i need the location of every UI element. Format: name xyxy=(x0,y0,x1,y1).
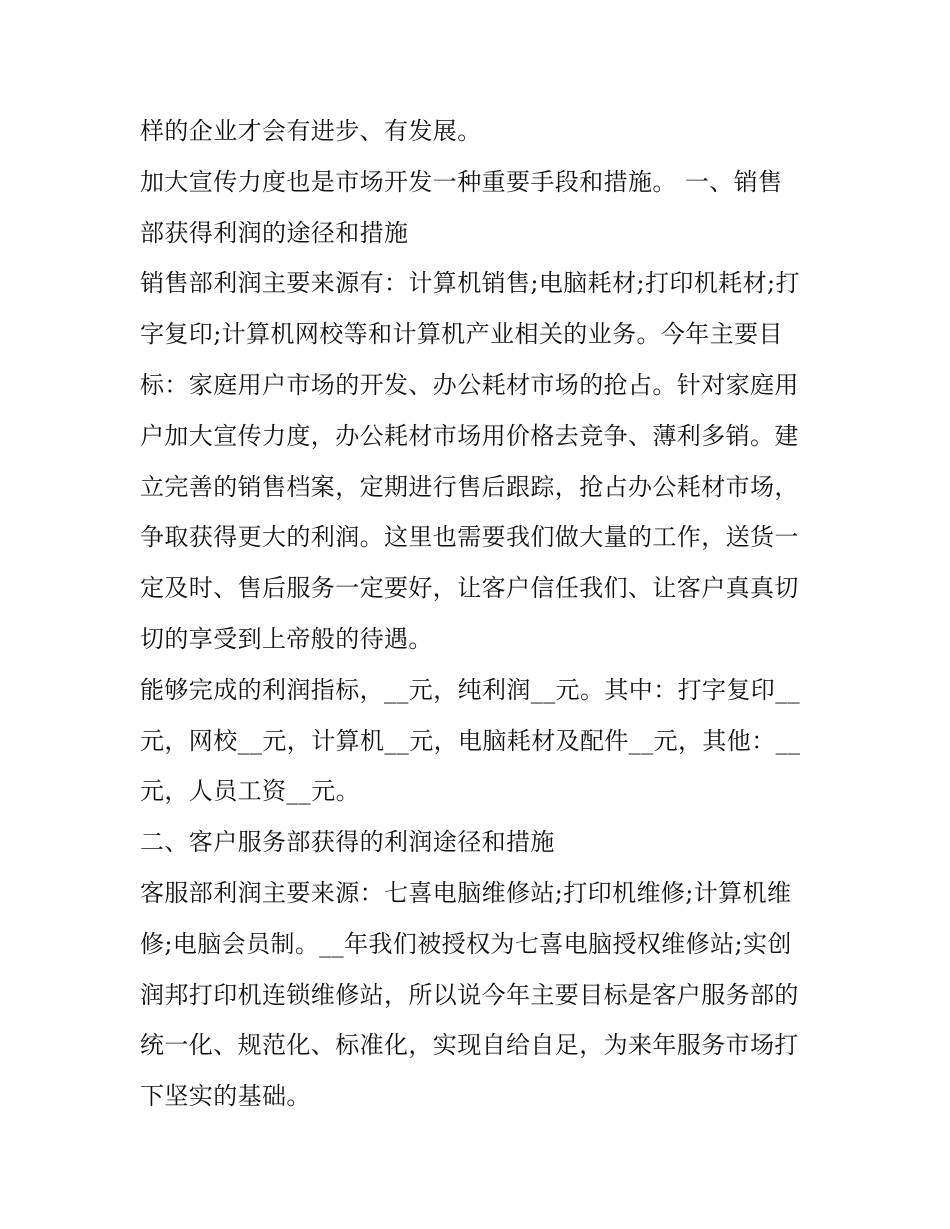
text-line: 润邦打印机连锁维修站，所以说今年主要目标是客户服务部的 xyxy=(140,980,799,1009)
text-line: 统一化、规范化、标准化，实现自给自足，为来年服务市场打 xyxy=(140,1031,799,1060)
text-line: 切的享受到上帝般的待遇。 xyxy=(140,624,433,653)
text-line: 加大宣传力度也是市场开发一种重要手段和措施。 一、销售 xyxy=(140,167,783,196)
text-line: 下坚实的基础。 xyxy=(140,1082,311,1111)
section-heading: 二、客户服务部获得的利润途径和措施 xyxy=(140,828,555,857)
text-line: 争取获得更大的利润。这里也需要我们做大量的工作，送货一 xyxy=(140,523,799,552)
text-line: 样的企业才会有进步、有发展。 xyxy=(140,117,482,145)
text-line: 定及时、售后服务一定要好，让客户信任我们、让客户真真切 xyxy=(140,574,799,603)
text-line: 修;电脑会员制。__年我们被授权为七喜电脑授权维修站;实创 xyxy=(140,929,792,958)
text-line: 元，人员工资__元。 xyxy=(140,777,360,806)
text-line: 立完善的销售档案，定期进行售后跟踪，抢占办公耗材市场， xyxy=(140,472,799,501)
text-line: 部获得利润的途径和措施 xyxy=(140,218,409,247)
text-line: 销售部利润主要来源有：计算机销售;电脑耗材;打印机耗材;打 xyxy=(140,269,800,298)
text-line: 字复印;计算机网校等和计算机产业相关的业务。今年主要目 xyxy=(140,320,783,349)
text-line: 客服部利润主要来源：七喜电脑维修站;打印机维修;计算机维 xyxy=(140,878,792,907)
text-line: 能够完成的利润指标，__元，纯利润__元。其中：打字复印__ xyxy=(140,675,800,704)
text-line: 户加大宣传力度，办公耗材市场用价格去竞争、薄利多销。建 xyxy=(140,421,799,450)
text-line: 标：家庭用户市场的开发、办公耗材市场的抢占。针对家庭用 xyxy=(140,370,799,399)
document-body xyxy=(140,106,820,1122)
text-line: 元，网校__元，计算机__元，电脑耗材及配件__元，其他：__ xyxy=(140,726,801,755)
